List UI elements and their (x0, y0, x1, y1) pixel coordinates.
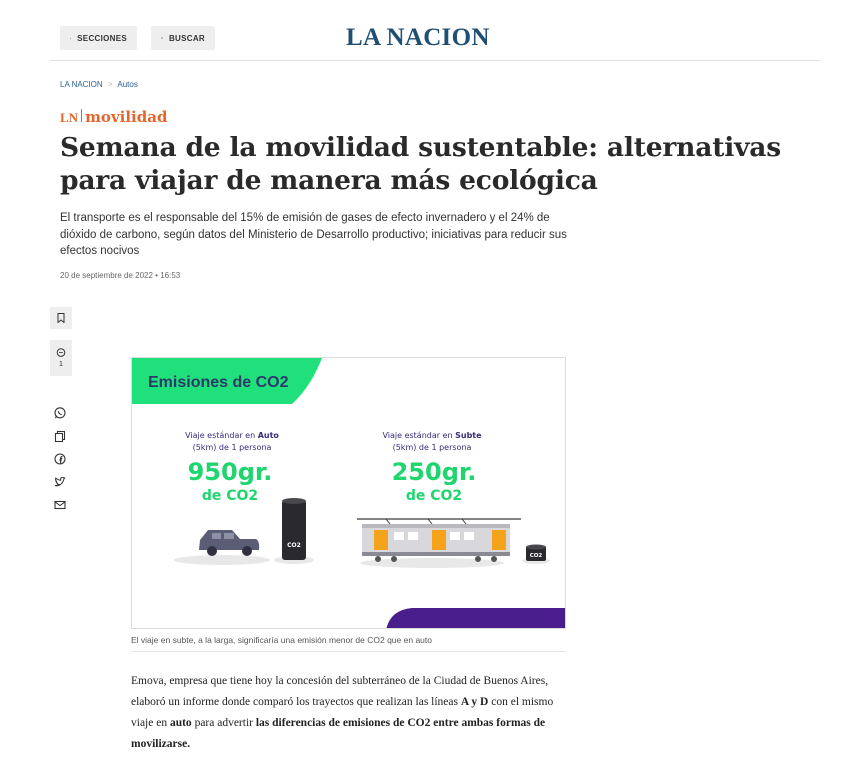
comment-icon (56, 348, 66, 358)
section-brand[interactable] (60, 108, 167, 126)
site-logo[interactable]: LA NACION (346, 24, 490, 51)
subte-co2-cylinder (522, 545, 550, 565)
image-caption: El viaje en subte, a la larga, significaría una emisión menor de CO2 que en auto (131, 635, 432, 645)
subte-distance: (5km) de 1 persona (392, 443, 472, 452)
infographic-header-text: Emisiones de CO2 (148, 374, 289, 391)
twitter-icon[interactable] (53, 475, 67, 489)
article-subtitle: El transporte es el responsable del 15% de emisión de gases de efecto invernadero y el 24% de dióxido de carbono, según datos del Ministerio de Desarrollo productivo; iniciativas para reducir sus efectos nocivos (60, 212, 567, 257)
subte-cylinder-label: CO2 (529, 553, 543, 559)
auto-label-bold: Auto (257, 431, 279, 440)
copy-link-icon[interactable] (53, 429, 67, 443)
article-title: Semana de la movilidad sustentable: alternativas para viajar de manera más ecológica (60, 132, 782, 196)
subte-unit: de CO2 (405, 488, 463, 504)
auto-label (185, 431, 279, 440)
body-text-1: Emova, empresa que tiene hoy la concesión del subterráneo de la Ciudad de Buenos Aires, elaboró un informe donde comparó los trayectos que realizan las líneas (131, 675, 549, 708)
auto-cylinder-label: CO2 (287, 542, 301, 549)
auto-unit: de CO2 (201, 488, 259, 504)
subte-label (382, 431, 482, 440)
whatsapp-icon[interactable] (53, 406, 67, 420)
ln-logo: LN (60, 110, 79, 125)
auto-value: 950gr. (187, 458, 273, 486)
comments-button[interactable] (50, 340, 72, 376)
breadcrumb (60, 80, 138, 89)
body-bold-auto: auto (169, 717, 192, 729)
search-label: BUSCAR (168, 33, 205, 43)
subte-value: 250gr. (391, 458, 477, 486)
share-bar (53, 406, 67, 512)
body-bold-differences: las diferencias de emisiones de CO2 entre ambas formas de movilizarse. (131, 717, 546, 750)
site-header (0, 0, 850, 62)
co2-infographic (132, 358, 566, 629)
comment-count: 1 (59, 361, 63, 368)
facebook-icon[interactable] (53, 452, 67, 466)
subte-label-bold: Subte (455, 431, 482, 440)
auto-distance: (5km) de 1 persona (192, 443, 272, 452)
sections-label: SECCIONES (77, 33, 127, 43)
subte-label-prefix: Viaje estándar en (382, 431, 456, 440)
article-body (131, 671, 561, 755)
breadcrumb-separator: > (107, 80, 113, 89)
caption-divider (131, 651, 566, 652)
bookmark-button[interactable] (50, 307, 72, 329)
breadcrumb-home[interactable]: LA NACION (60, 80, 103, 89)
train-illustration (357, 519, 521, 568)
body-bold-lines: A y D (460, 696, 489, 708)
menu-icon (70, 35, 71, 42)
auto-label-prefix: Viaje estándar en (185, 431, 258, 440)
infographic-footer-band (386, 608, 566, 629)
article-image[interactable] (131, 357, 566, 629)
article-date: 20 de septiembre de 2022 • 16:53 (60, 271, 181, 280)
bookmark-container (50, 307, 72, 329)
bookmark-icon (57, 313, 65, 323)
search-icon (161, 34, 163, 42)
search-button[interactable] (151, 26, 215, 50)
breadcrumb-autos[interactable]: Autos (117, 80, 138, 89)
brand-divider (81, 109, 82, 122)
body-text-2: con el mismo viaje en (131, 696, 554, 729)
section-name: movilidad (85, 108, 168, 126)
sections-button[interactable] (60, 26, 137, 50)
header-divider (50, 60, 821, 61)
body-text-3: para advertir (191, 717, 256, 729)
email-icon[interactable] (53, 498, 67, 512)
